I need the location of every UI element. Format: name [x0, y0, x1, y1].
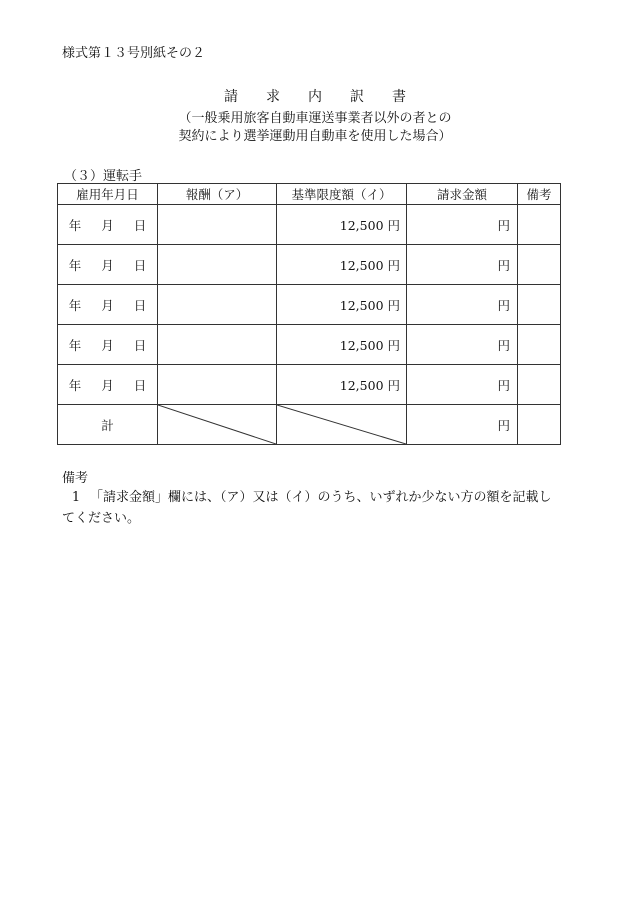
document-title: 請 求 内 訳 書: [224, 89, 406, 105]
header-remuneration: 報酬（ア）: [158, 184, 277, 205]
claim-amount-cell[interactable]: 円: [407, 285, 518, 325]
month-label: 月: [101, 337, 114, 353]
table-row: [58, 285, 561, 325]
day-label: 日: [133, 257, 147, 273]
day-label: 日: [133, 297, 147, 313]
section-label: （３）運転手: [64, 169, 143, 184]
remarks-cell[interactable]: [518, 205, 561, 245]
claim-amount-cell[interactable]: 円: [407, 205, 518, 245]
note-number: 1: [71, 490, 81, 505]
remarks-cell[interactable]: [518, 245, 561, 285]
month-label: 月: [101, 377, 114, 393]
form-number: 様式第１３号別紙その２: [62, 46, 206, 61]
year-label: 年: [68, 337, 82, 353]
diagonal-strike-line: [277, 405, 406, 444]
remarks-total-cell[interactable]: [518, 405, 561, 445]
month-label: 月: [101, 257, 114, 273]
total-row: [58, 405, 561, 445]
year-label: 年: [68, 217, 82, 233]
employment-date-cell[interactable]: [58, 245, 158, 285]
year-label: 年: [68, 297, 82, 313]
day-label: 日: [133, 337, 147, 353]
day-label: 日: [133, 377, 147, 393]
document-subtitle-line2: 契約により選挙運動用自動車を使用した場合）: [178, 129, 452, 144]
header-employment-date: 雇用年月日: [58, 184, 158, 205]
employment-date-cell[interactable]: [58, 325, 158, 365]
remuneration-cell[interactable]: [158, 325, 277, 365]
month-label: 月: [101, 217, 114, 233]
employment-date-cell[interactable]: [58, 205, 158, 245]
claim-amount-total-cell[interactable]: 円: [407, 405, 518, 445]
header-claim-amount: 請求金額: [407, 184, 518, 205]
table-row: [58, 325, 561, 365]
table-header-row: [58, 184, 561, 205]
note-item: [62, 487, 562, 529]
standard-limit-cell: 12,500 円: [277, 205, 407, 245]
remuneration-cell[interactable]: [158, 285, 277, 325]
year-label: 年: [68, 377, 82, 393]
claim-breakdown-table: [57, 183, 561, 445]
standard-limit-cell: 12,500 円: [277, 285, 407, 325]
note-text: 「請求金額」欄には、（ア）又は（イ）のうち、いずれか少ない方の額を記載してください。: [62, 490, 552, 526]
month-label: 月: [101, 297, 114, 313]
claim-amount-cell[interactable]: 円: [407, 325, 518, 365]
remarks-cell[interactable]: [518, 285, 561, 325]
diagonal-strike-line: [158, 405, 276, 444]
table-row: [58, 245, 561, 285]
remarks-cell[interactable]: [518, 365, 561, 405]
standard-limit-cell: 12,500 円: [277, 245, 407, 285]
remuneration-cell[interactable]: [158, 365, 277, 405]
remuneration-cell[interactable]: [158, 205, 277, 245]
year-label: 年: [68, 257, 82, 273]
remarks-cell[interactable]: [518, 325, 561, 365]
remuneration-total-struck-cell: [158, 405, 277, 445]
header-standard-limit: 基準限度額（イ）: [277, 184, 407, 205]
day-label: 日: [133, 217, 147, 233]
notes-heading: 備考: [62, 471, 89, 486]
table-row: [58, 205, 561, 245]
employment-date-cell[interactable]: [58, 285, 158, 325]
employment-date-cell[interactable]: [58, 365, 158, 405]
table-row: [58, 365, 561, 405]
document-subtitle-line1: （一般乗用旅客自動車運送事業者以外の者との: [178, 111, 452, 126]
claim-amount-cell[interactable]: 円: [407, 365, 518, 405]
claim-amount-cell[interactable]: 円: [407, 245, 518, 285]
limit-total-struck-cell: [277, 405, 407, 445]
total-label: 計: [58, 405, 158, 445]
standard-limit-cell: 12,500 円: [277, 365, 407, 405]
remuneration-cell[interactable]: [158, 245, 277, 285]
header-remarks: 備考: [518, 184, 561, 205]
standard-limit-cell: 12,500 円: [277, 325, 407, 365]
